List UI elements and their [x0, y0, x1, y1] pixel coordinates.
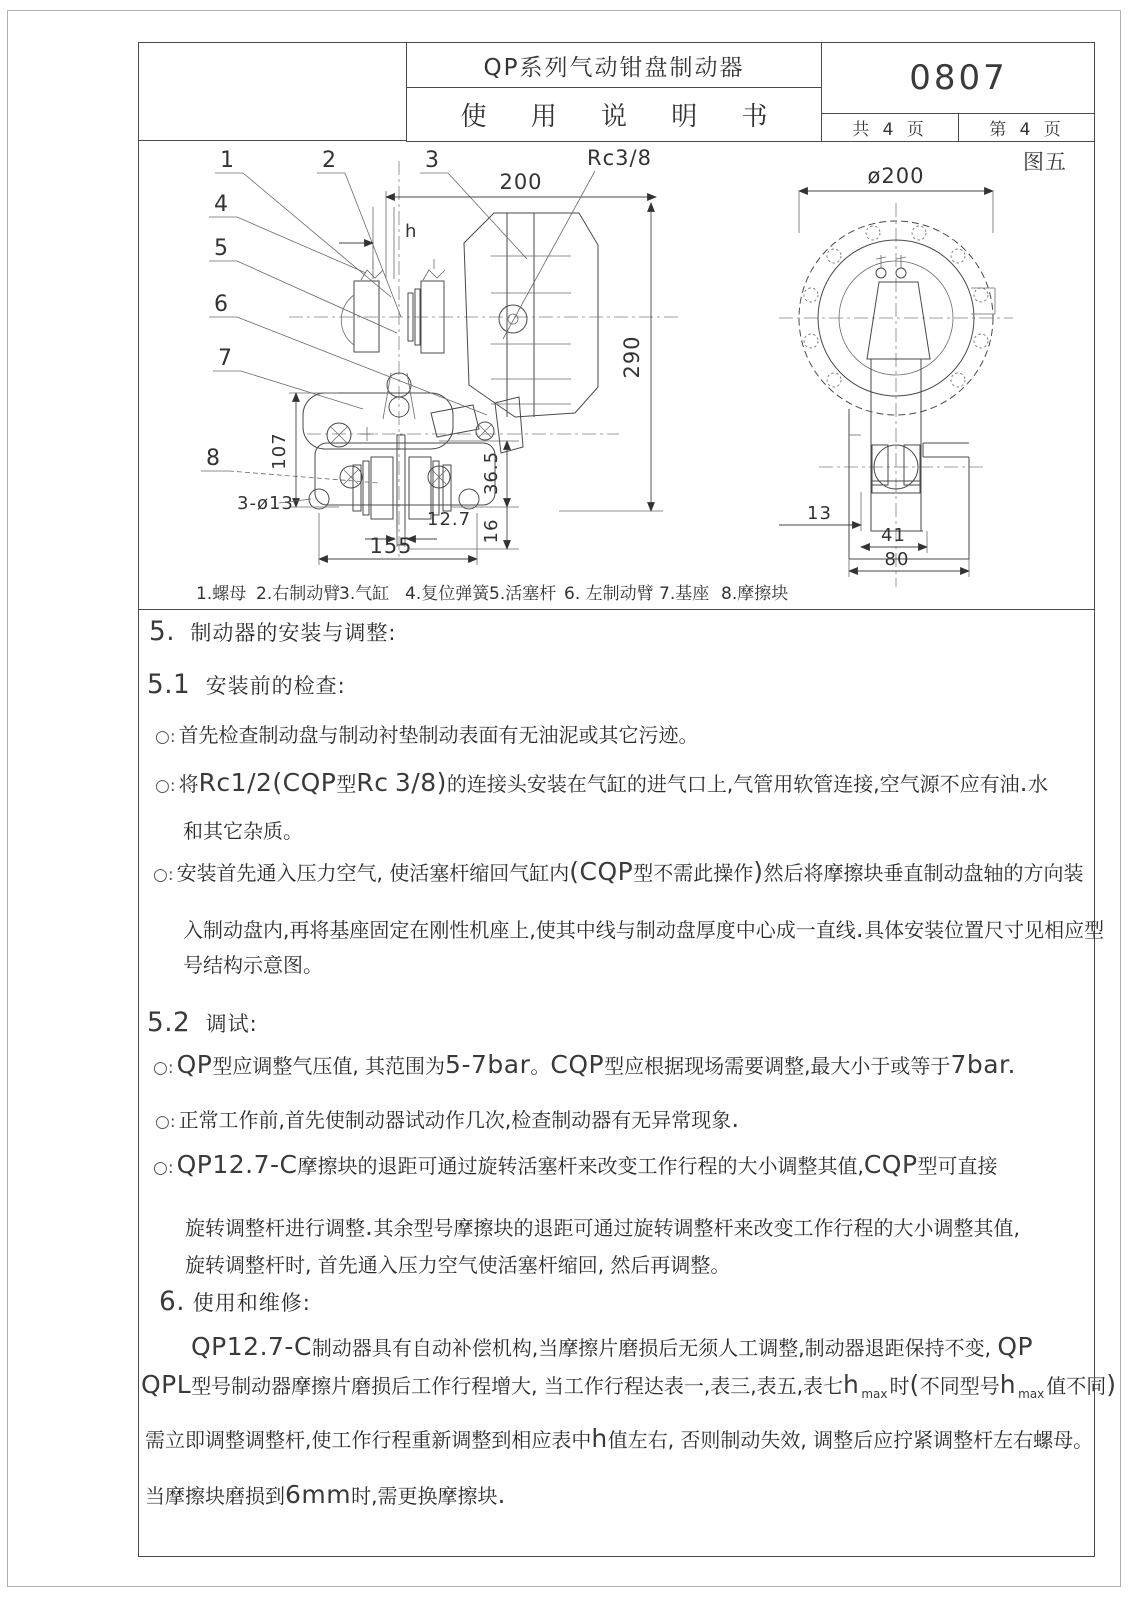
bullet-icon: ○:	[155, 1112, 176, 1132]
dim-155: 155	[369, 534, 413, 558]
bullet-item: ○: QP12.7-C摩擦块的退距可通过旋转活塞杆来改变工作行程的大小调整其值,CQP型可直接	[153, 1150, 998, 1179]
dim-dia200: ø200	[867, 164, 925, 188]
section-divider	[139, 609, 1094, 610]
doc-number: 0807	[822, 43, 1095, 114]
side-view-dimensions	[237, 147, 663, 565]
part-label: 4.复位弹簧	[405, 584, 490, 604]
bullet-continuation: 旋转调整杆进行调整.其余型号摩擦块的退距可通过旋转调整杆来改变工作行程的大小调整其值,	[185, 1212, 1020, 1241]
callout-5: 5	[214, 236, 228, 261]
section-6-heading: 6. 使用和维修:	[159, 1287, 311, 1317]
figure-caption: 图五	[1023, 150, 1067, 174]
dim-12-7: 12.7	[427, 509, 472, 530]
bullet-icon: ○:	[155, 776, 176, 796]
parts-legend	[139, 579, 1094, 605]
doc-title: 使 用 说 明 书	[460, 102, 786, 132]
part-label: 8.摩擦块	[721, 584, 789, 604]
bullet-item: ○: QP型应调整气压值, 其范围为5-7bar。CQP型应根据现场需要调整,最大小于或等于7bar.	[153, 1050, 1016, 1079]
dim-h: h	[405, 221, 418, 242]
part-label: 7.基座	[659, 584, 710, 604]
front-view-dimensions	[779, 150, 1067, 577]
part-label: 6. 左制动臂	[564, 584, 654, 604]
dim-13: 13	[807, 503, 832, 524]
callout-7: 7	[218, 346, 232, 371]
dim-16: 16	[481, 518, 502, 544]
paragraph: QP12.7-C制动器具有自动补偿机构,当摩擦片磨损后无须人工调整,制动器退距保持不变, QP	[191, 1332, 1034, 1361]
paragraph: 需立即调整调整杆,使工作行程重新调整到相应表中h值左右, 否则制动失效, 调整后应拧紧调整杆左右螺母。	[145, 1424, 1094, 1453]
title-block	[406, 43, 1094, 142]
callout-2: 2	[322, 148, 336, 173]
h-max-subscript: max	[1018, 1387, 1045, 1401]
bullet-icon: ○:	[153, 865, 174, 885]
section-5-2-heading: 5.2 调试:	[147, 1008, 258, 1038]
bullet-icon: ○:	[153, 1058, 174, 1078]
bullet-continuation: 和其它杂质。	[183, 819, 303, 843]
bullet-item: ○: 正常工作前,首先使制动器试动作几次,检查制动器有无异常现象.	[155, 1104, 740, 1133]
callout-4: 4	[214, 192, 228, 217]
paragraph: 当摩擦块磨损到6mm时,需更换摩擦块.	[145, 1480, 506, 1509]
section-5-heading: 5. 制动器的安装与调整:	[149, 617, 397, 647]
paragraph: QPL型号制动器摩擦片磨损后工作行程增大, 当工作行程达表一,表三,表五,表七h $_{max}$ 时(不同型号h $_{max}$ 值不同)	[141, 1370, 1117, 1401]
callout-1: 1	[220, 148, 234, 173]
product-title: QP系列气动钳盘制动器	[407, 43, 821, 88]
callout-leaders	[201, 148, 527, 483]
dim-290: 290	[620, 335, 644, 379]
bullet-icon: ○:	[155, 727, 176, 747]
bullet-item: ○: 将Rc1/2(CQP型Rc 3/8)的连接头安装在气缸的进气口上,气管用软管连接,空气源不应有油.水	[155, 768, 1049, 797]
part-label: 5.活塞杆	[489, 584, 557, 604]
part-label: 2.右制动臂	[256, 584, 341, 604]
bullet-icon: ○:	[153, 1158, 174, 1178]
callout-8: 8	[206, 446, 220, 471]
dim-80: 80	[884, 549, 910, 570]
dim-200: 200	[499, 170, 543, 194]
dim-rc38: Rc3/8	[587, 147, 652, 170]
bullet-continuation: 旋转调整杆时, 首先通入压力空气使活塞杆缩回, 然后再调整。	[185, 1253, 731, 1277]
part-label: 3.气缸	[339, 584, 390, 604]
dim-36-5: 36.5	[481, 450, 502, 496]
page-number: 第 4 页	[958, 114, 1095, 141]
bullet-continuation: 号结构示意图。	[183, 953, 323, 977]
section-5-1-heading: 5.1 安装前的检查:	[147, 670, 346, 700]
callout-6: 6	[214, 292, 228, 317]
technical-drawing	[139, 147, 1094, 601]
page-info	[822, 114, 1095, 141]
bullet-item: ○: 安装首先通入压力空气, 使活塞杆缩回气缸内(CQP型不需此操作)然后将摩擦块垂直制动盘轴的方向装	[153, 857, 1084, 886]
part-label: 1.螺母	[196, 584, 247, 604]
dim-3xd13: 3-ø13	[237, 493, 294, 514]
dim-41: 41	[881, 525, 906, 546]
header-underline	[139, 140, 407, 141]
doc-number-block	[821, 43, 1095, 141]
callout-3: 3	[425, 148, 439, 173]
bullet-continuation: 入制动盘内,再将基座固定在刚性机座上,使其中线与制动盘厚度中心成一直线.具体安装位置尺寸见相应型	[183, 914, 1105, 943]
h-max-subscript: max	[861, 1387, 888, 1401]
dim-107: 107	[269, 432, 290, 470]
total-pages: 共 4 页	[852, 120, 928, 140]
bullet-item: ○: 首先检查制动盘与制动衬垫制动表面有无油泥或其它污迹。	[155, 723, 699, 747]
content-frame	[138, 42, 1117, 1557]
